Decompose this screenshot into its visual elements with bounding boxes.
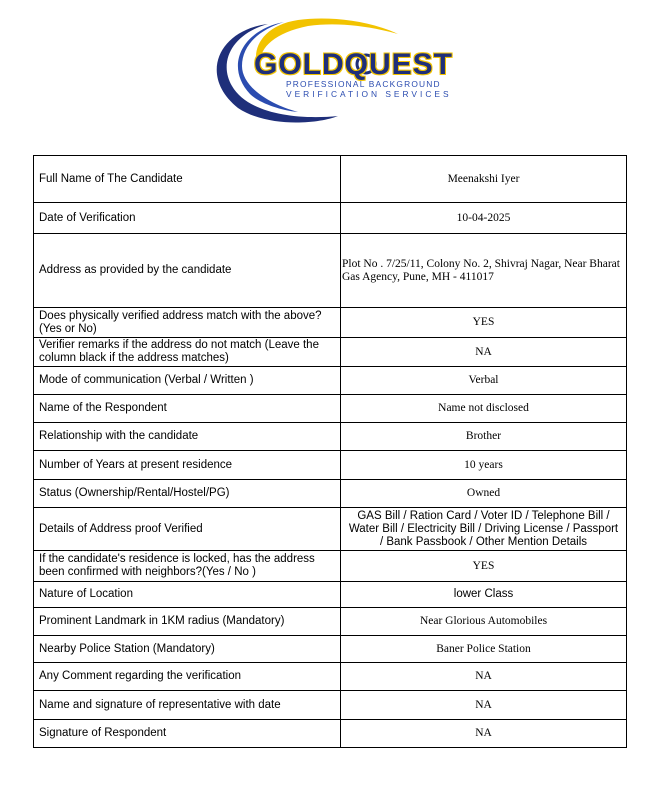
- row-value: Owned: [341, 480, 627, 508]
- row-value: Plot No . 7/25/11, Colony No. 2, Shivraj Nagar, Near Bharat Gas Agency, Pune, MH - 411017: [341, 234, 627, 308]
- row-label: Nearby Police Station (Mandatory): [34, 636, 341, 663]
- logo-tagline-line2: VERIFICATION SERVICES: [286, 89, 452, 99]
- row-label: Relationship with the candidate: [34, 423, 341, 451]
- table-row: [34, 480, 627, 508]
- row-value: YES: [341, 308, 627, 338]
- row-label: Does physically verified address match with the above? (Yes or No): [34, 308, 341, 338]
- row-value: NA: [341, 720, 627, 748]
- table-row: [34, 395, 627, 423]
- row-label: Date of Verification: [34, 203, 341, 234]
- row-value: 10-04-2025: [341, 203, 627, 234]
- table-row: [34, 663, 627, 691]
- row-value: YES: [341, 551, 627, 582]
- row-label: If the candidate's residence is locked, has the address been confirmed with neighbors?(Yes / No ): [34, 551, 341, 582]
- row-value: NA: [341, 338, 627, 367]
- row-label: Full Name of The Candidate: [34, 156, 341, 203]
- row-value: GAS Bill / Ration Card / Voter ID / Telephone Bill / Water Bill / Electricity Bill / Driving License / Passport / Bank Passbook / Other Mention Details: [341, 508, 627, 551]
- table-row: [34, 691, 627, 720]
- row-value: NA: [341, 691, 627, 720]
- row-value: Baner Police Station: [341, 636, 627, 663]
- row-label: Verifier remarks if the address do not match (Leave the column black if the address matches): [34, 338, 341, 367]
- table-row: [34, 338, 627, 367]
- row-label: Signature of Respondent: [34, 720, 341, 748]
- table-row: [34, 203, 627, 234]
- logo-tagline-line1: PROFESSIONAL BACKGROUND: [286, 79, 441, 89]
- row-label: Any Comment regarding the verification: [34, 663, 341, 691]
- row-label: Number of Years at present residence: [34, 451, 341, 480]
- row-label: Mode of communication (Verbal / Written ): [34, 367, 341, 395]
- row-value: Near Glorious Automobiles: [341, 608, 627, 636]
- table-row: [34, 551, 627, 582]
- table-row: [34, 234, 627, 308]
- row-value: Verbal: [341, 367, 627, 395]
- table-row: [34, 156, 627, 203]
- row-value: Brother: [341, 423, 627, 451]
- table-row: [34, 423, 627, 451]
- row-label: Prominent Landmark in 1KM radius (Mandatory): [34, 608, 341, 636]
- row-label: Details of Address proof Verified: [34, 508, 341, 551]
- table-row: [34, 508, 627, 551]
- table-row: [34, 582, 627, 608]
- table-row: [34, 608, 627, 636]
- logo-brand-text: GOLDQUEST: [254, 48, 454, 81]
- goldquest-logo: [198, 16, 468, 128]
- row-label: Name and signature of representative with date: [34, 691, 341, 720]
- row-value: NA: [341, 663, 627, 691]
- row-label: Status (Ownership/Rental/Hostel/PG): [34, 480, 341, 508]
- table-row: [34, 367, 627, 395]
- table-row: [34, 636, 627, 663]
- row-value: Name not disclosed: [341, 395, 627, 423]
- row-value: lower Class: [341, 582, 627, 608]
- table-row: [34, 308, 627, 338]
- row-label: Name of the Respondent: [34, 395, 341, 423]
- row-value: Meenakshi Iyer: [341, 156, 627, 203]
- verification-table: [33, 155, 627, 748]
- row-label: Address as provided by the candidate: [34, 234, 341, 308]
- row-value: 10 years: [341, 451, 627, 480]
- table-row: [34, 720, 627, 748]
- row-label: Nature of Location: [34, 582, 341, 608]
- table-row: [34, 451, 627, 480]
